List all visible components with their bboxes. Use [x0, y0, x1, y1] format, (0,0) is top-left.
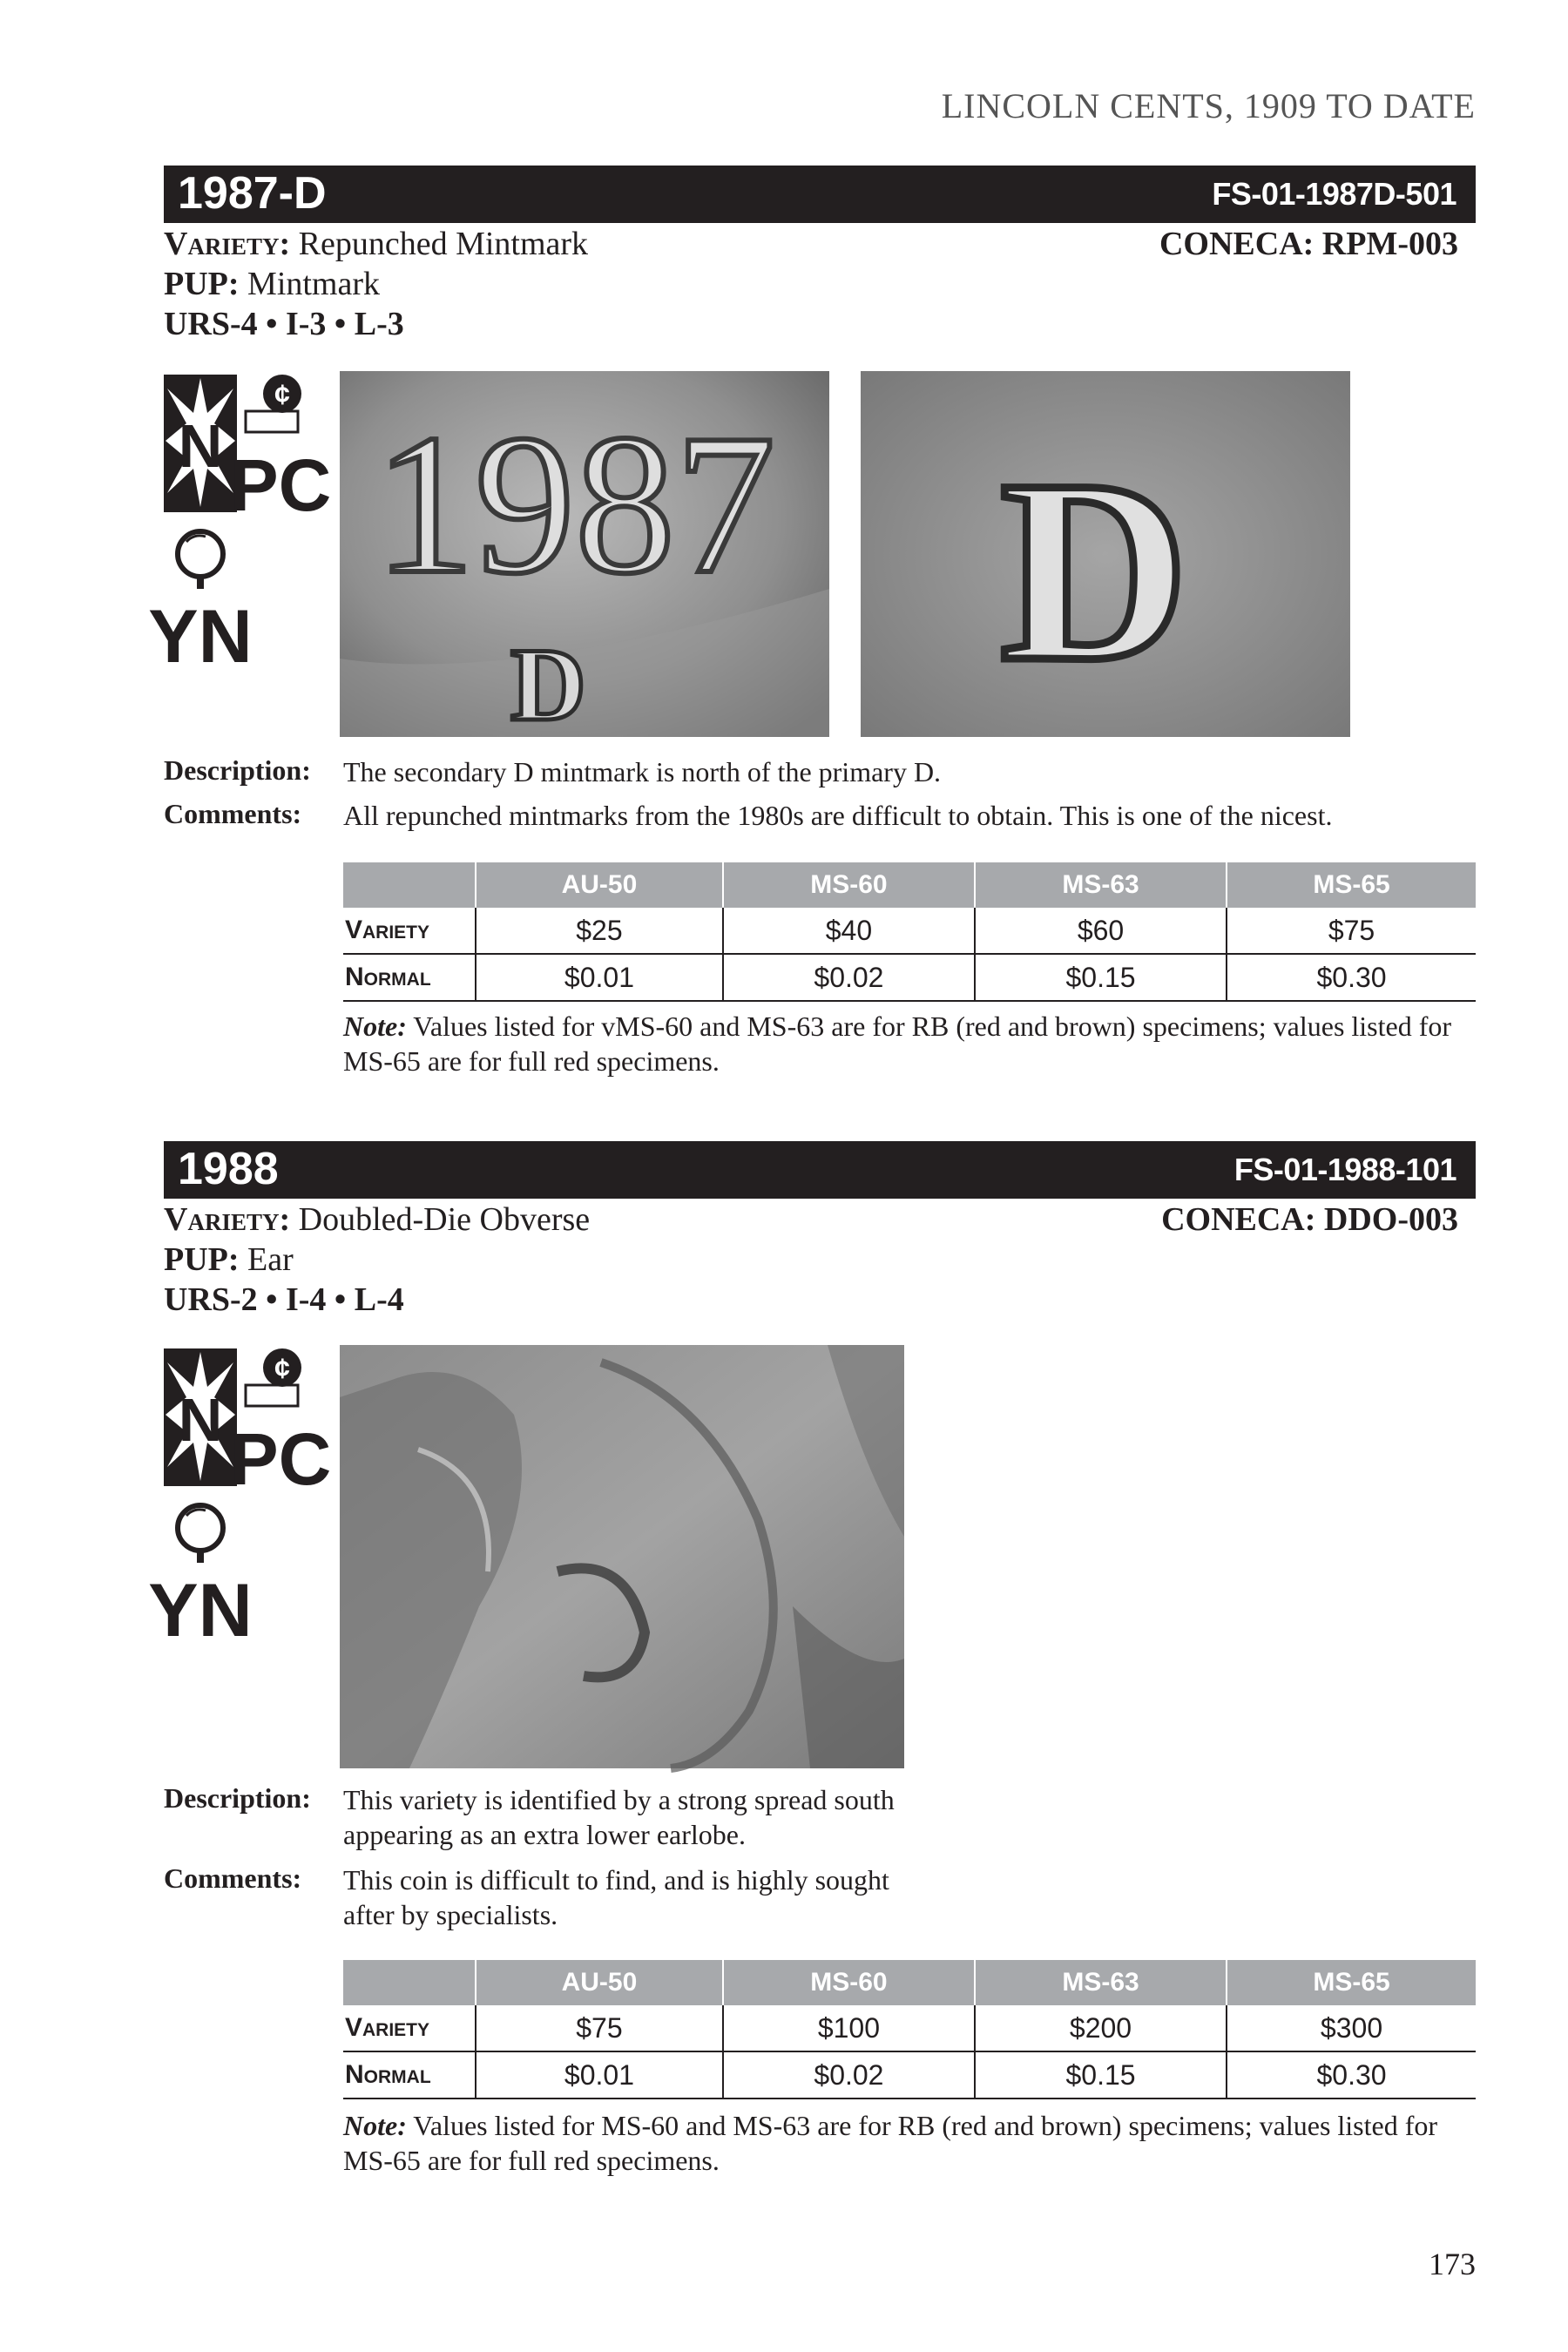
svg-text:YN: YN: [148, 595, 253, 679]
comments-row: [164, 1862, 1476, 1932]
urs-rating: URS-4 • I-3 • L-3: [164, 306, 404, 342]
entry-title-bar: [164, 1141, 1476, 1199]
value-cell: $40: [723, 908, 975, 954]
comments-text: This coin is difficult to find, and is highly sought after by specialists.: [343, 1864, 889, 1930]
variety-value: Repunched Mintmark: [298, 226, 589, 262]
value-table: [343, 862, 1476, 1002]
value-cell: $0.15: [975, 2051, 1227, 2099]
description-label: Description:: [164, 754, 311, 786]
value-table-header: [343, 862, 1476, 908]
photo-repunched-d: D: [1000, 426, 1189, 715]
coin-closeup-date-photo: [340, 371, 829, 742]
coneca-number: CONECA: RPM-003: [1159, 226, 1458, 262]
comments-label: Comments:: [164, 1862, 302, 1894]
note-text: Values listed for MS-60 and MS-63 are for RB (red and brown) specimens; values listed for MS-65 are for full red specimens.: [343, 2110, 1438, 2176]
running-head: LINCOLN CENTS, 1909 TO DATE: [941, 86, 1476, 125]
variety-line: [164, 1200, 590, 1239]
value-cell: $0.02: [723, 2051, 975, 2099]
entry-year: 1987-D: [178, 168, 327, 219]
row-label: Variety: [343, 2005, 476, 2051]
header-blank: [343, 1960, 476, 2005]
rating-icons: [148, 1345, 332, 1659]
value-cell: $200: [975, 2005, 1227, 2051]
comments-label: Comments:: [164, 798, 302, 829]
photo-mintmark: D: [510, 626, 586, 742]
header-grade: AU-50: [476, 1960, 723, 2005]
note-label: Note:: [343, 2110, 407, 2141]
coneca-number: CONECA: DDO-003: [1161, 1201, 1458, 1238]
description-label: Description:: [164, 1782, 311, 1814]
row-label: Normal: [343, 2051, 476, 2099]
description-text: The secondary D mintmark is north of the primary D.: [343, 756, 942, 787]
variety-label: Variety:: [164, 226, 291, 262]
photo-date-numerals: 1987: [375, 393, 775, 615]
value-cell: $75: [476, 2005, 723, 2051]
row-label: Normal: [343, 954, 476, 1001]
header-grade: MS-60: [723, 862, 975, 908]
row-label: Variety: [343, 908, 476, 954]
variety-entry-1987d: [148, 166, 1476, 1080]
pc-cent-icon: [230, 375, 332, 526]
table-row-variety: [343, 2005, 1476, 2051]
pup-line: [164, 265, 380, 303]
value-cell: $0.01: [476, 2051, 723, 2099]
svg-text:¢: ¢: [274, 1353, 290, 1384]
svg-text:N: N: [178, 1386, 223, 1454]
variety-value: Doubled-Die Obverse: [298, 1201, 591, 1238]
header-grade: MS-63: [975, 862, 1227, 908]
variety-entry-1988: [148, 1141, 1476, 2213]
note: [343, 1009, 1476, 1078]
pup-label: PUP:: [164, 266, 240, 302]
n-starburst-icon: [164, 1348, 237, 1486]
variety-label: Variety:: [164, 1201, 291, 1238]
description-text: This variety is identified by a strong spread south appearing as an extra lower earlobe.: [343, 1784, 895, 1850]
comments-text: All repunched mintmarks from the 1980s are difficult to obtain. This is one of the nicest.: [343, 800, 1333, 831]
value-table: [343, 1960, 1476, 2099]
value-cell: $0.30: [1227, 954, 1476, 1001]
icon-group-svg: [148, 1345, 332, 1659]
value-table-header: [343, 1960, 1476, 2005]
svg-text:PC: PC: [229, 444, 332, 526]
value-cell: $0.30: [1227, 2051, 1476, 2099]
pup-label: PUP:: [164, 1241, 240, 1278]
value-cell: $75: [1227, 908, 1476, 954]
rating-icons: [148, 371, 332, 685]
table-row-variety: [343, 908, 1476, 954]
value-cell: $100: [723, 2005, 975, 2051]
entry-year: 1988: [178, 1144, 279, 1194]
comments-row: [164, 798, 1476, 833]
pc-cent-icon: [230, 1348, 332, 1500]
description-row: [164, 1782, 1476, 1852]
header-blank: [343, 862, 476, 908]
value-cell: $0.01: [476, 954, 723, 1001]
value-cell: $25: [476, 908, 723, 954]
pup-value: Mintmark: [247, 266, 381, 302]
urs-rating: URS-2 • I-4 • L-4: [164, 1281, 404, 1318]
variety-line: [164, 225, 588, 263]
pup-value: Ear: [247, 1241, 294, 1278]
svg-text:YN: YN: [148, 1569, 253, 1652]
entry-title-bar: [164, 166, 1476, 223]
table-row-normal: [343, 954, 1476, 1001]
icon-group-svg: [148, 371, 332, 685]
value-cell: $300: [1227, 2005, 1476, 2051]
description-row: [164, 754, 1476, 789]
svg-text:PC: PC: [229, 1418, 332, 1500]
note: [343, 2108, 1476, 2178]
header-grade: MS-63: [975, 1960, 1227, 2005]
table-row-normal: [343, 2051, 1476, 2099]
header-grade: AU-50: [476, 862, 723, 908]
svg-text:¢: ¢: [274, 379, 290, 410]
fs-number: FS-01-1987D-501: [1212, 176, 1456, 212]
header-grade: MS-65: [1227, 1960, 1476, 2005]
yn-magnifier-icon: [148, 1505, 252, 1652]
pup-line: [164, 1240, 294, 1279]
header-grade: MS-60: [723, 1960, 975, 2005]
n-starburst-icon: [164, 375, 237, 512]
coin-mintmark-closeup-photo: [861, 371, 1350, 737]
coin-ear-closeup-photo: [340, 1345, 904, 1768]
note-label: Note:: [343, 1010, 407, 1042]
value-cell: $0.15: [975, 954, 1227, 1001]
page-number: 173: [1429, 2247, 1476, 2281]
note-text: Values listed for vMS-60 and MS-63 are for RB (red and brown) specimens; values listed for MS-65 are for full red specimens.: [343, 1010, 1452, 1077]
yn-magnifier-icon: [148, 531, 252, 679]
header-grade: MS-65: [1227, 862, 1476, 908]
fs-number: FS-01-1988-101: [1233, 1152, 1456, 1187]
svg-text:N: N: [178, 412, 223, 480]
value-cell: $0.02: [723, 954, 975, 1001]
value-cell: $60: [975, 908, 1227, 954]
